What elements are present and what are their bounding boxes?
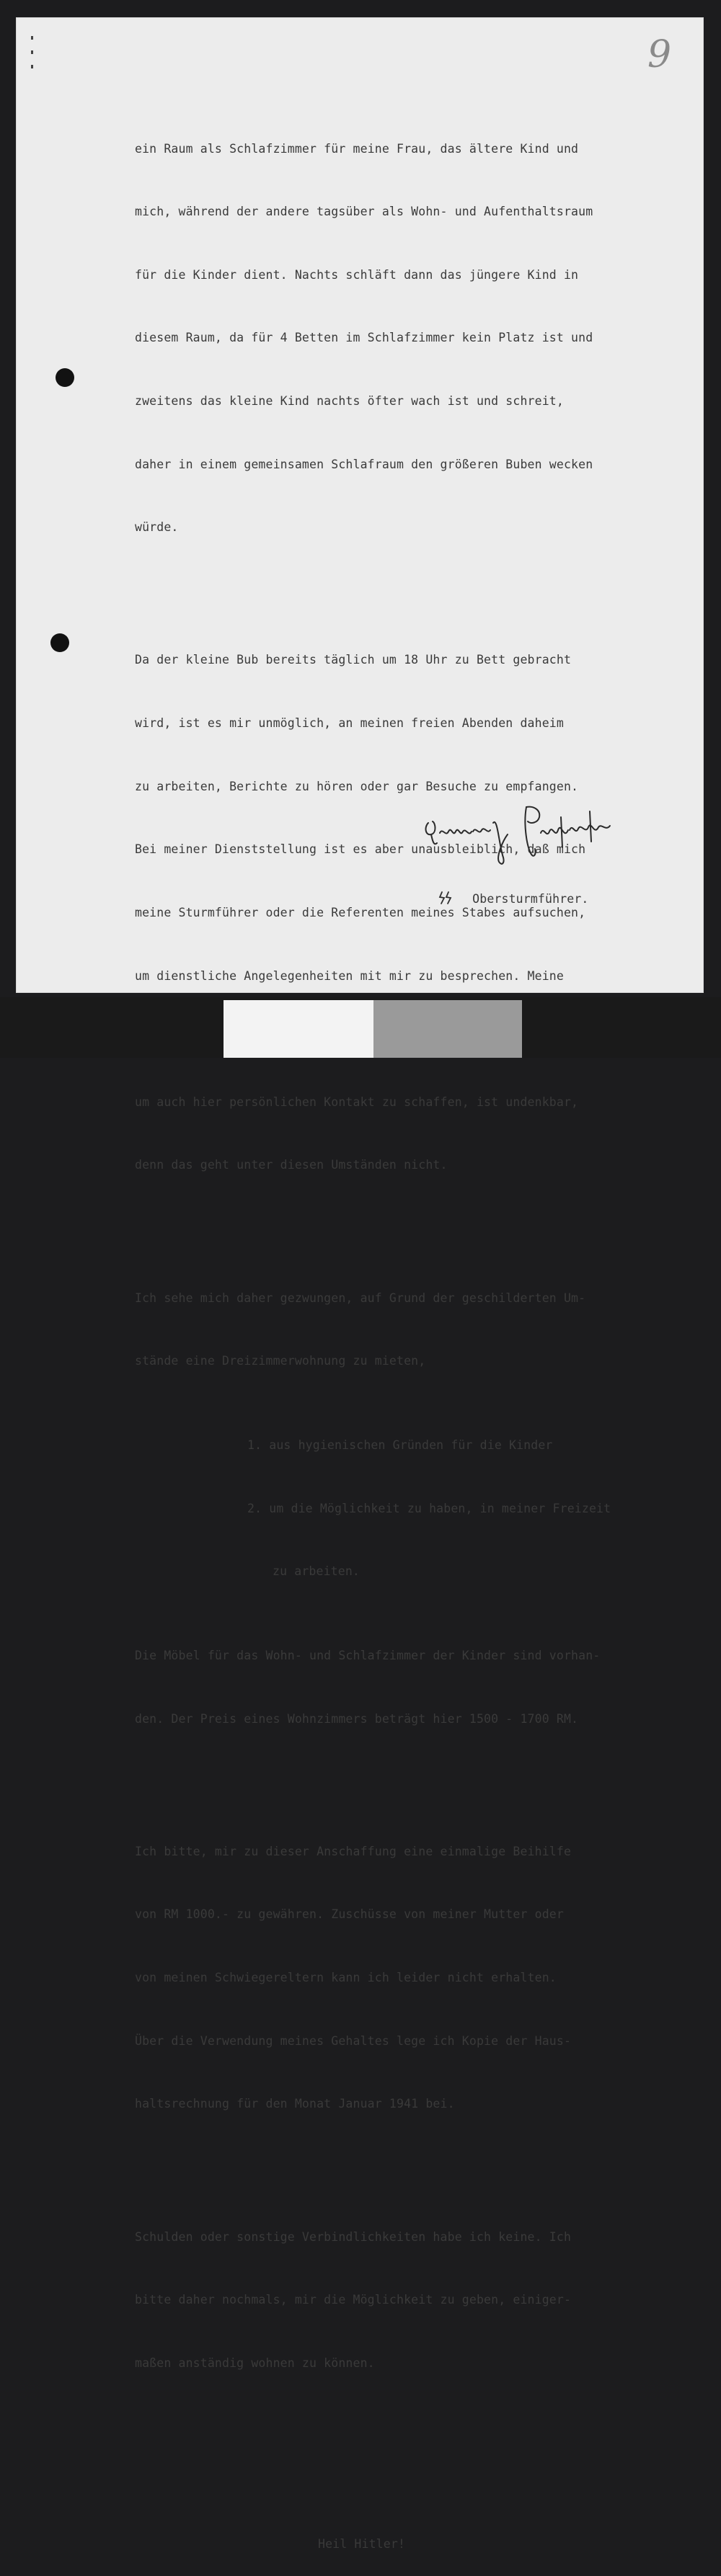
handwritten-signature [418, 801, 627, 873]
rank-line [423, 868, 589, 909]
body-line: um auch hier persönlichen Kontakt zu schaffen, ist undenkbar, [135, 1095, 579, 1109]
body-line: wird, ist es mir unmöglich, an meinen freien Abenden daheim [135, 716, 564, 731]
body-line: denn das geht unter diesen Umständen nicht. [135, 1158, 448, 1172]
list-item: 2. um die Möglichkeit zu haben, in meiner Freizeit [247, 1501, 611, 1515]
body-line: daher in einem gemeinsamen Schlafraum den größeren Buben wecken [135, 457, 593, 471]
letter-body [135, 75, 683, 2576]
punch-hole-lower [50, 633, 69, 652]
body-line: diesem Raum, da für 4 Betten im Schlafzimmer kein Platz ist und [135, 331, 593, 345]
body-line: von RM 1000.- zu gewähren. Zuschüsse von meiner Mutter oder [135, 1907, 564, 1922]
body-line: maßen anständig wohnen zu können. [135, 2356, 375, 2370]
rank-title: Obersturmführer. [472, 892, 589, 906]
body-line: haltsrechnung für den Monat Januar 1941 bei. [135, 2097, 455, 2111]
body-line: Ich sehe mich daher gezwungen, auf Grund der geschilderten Um- [135, 1291, 586, 1305]
body-line: bitte daher nochmals, mir die Möglichkeit zu geben, einiger- [135, 2293, 572, 2307]
body-line: würde. [135, 520, 179, 535]
body-line: ein Raum als Schlafzimmer für meine Frau, das ältere Kind und [135, 141, 579, 156]
body-line: zu arbeiten, Berichte zu hören oder gar Besuche zu empfangen. [135, 779, 579, 793]
body-line: Ich bitte, mir zu dieser Anschaffung eine einmalige Beihilfe [135, 1844, 572, 1858]
margin-tick-marks [31, 36, 35, 79]
body-line: Bei meiner Dienststellung ist es aber unausbleiblich, daß mich [135, 842, 586, 857]
body-line: für die Kinder dient. Nachts schläft dann das jüngere Kind in [135, 267, 579, 282]
list-item-continuation: zu arbeiten. [273, 1564, 360, 1579]
ss-rune-icon [438, 891, 456, 904]
closing-salutation: Heil Hitler! [318, 2537, 406, 2552]
body-line: Schulden oder sonstige Verbindlichkeiten habe ich keine. Ich [135, 2229, 572, 2244]
body-line: Die Möbel für das Wohn- und Schlafzimmer der Kinder sind vorhan- [135, 1649, 601, 1663]
body-line: mich, während der andere tagsüber als Wohn- und Aufenthaltsraum [135, 205, 593, 219]
color-scale-grey [373, 1000, 522, 1058]
list-item: 1. aus hygienischen Gründen für die Kinder [247, 1438, 553, 1452]
punch-hole-upper [56, 368, 74, 387]
body-line: Da der kleine Bub bereits täglich um 18 Uhr zu Bett gebracht [135, 653, 572, 667]
body-line: zweitens das kleine Kind nachts öfter wach ist und schreit, [135, 394, 564, 409]
body-line: den. Der Preis eines Wohnzimmers beträgt hier 1500 - 1700 RM. [135, 1711, 579, 1726]
body-line: um dienstliche Angelegenheiten mit mir zu besprechen. Meine [135, 968, 564, 983]
signature-text: Heinrich Schwarz [418, 872, 425, 873]
page-number: 9 [647, 33, 672, 76]
color-scale-white [224, 1000, 373, 1058]
body-line: von meinen Schwiegereltern kann ich leider nicht erhalten. [135, 1971, 557, 1985]
body-line: meine Sturmführer oder die Referenten meines Stabes aufsuchen, [135, 905, 586, 919]
body-line: stände eine Dreizimmerwohnung zu mieten, [135, 1354, 426, 1368]
body-line: Über die Verwendung meines Gehaltes lege ich Kopie der Haus- [135, 2033, 572, 2048]
